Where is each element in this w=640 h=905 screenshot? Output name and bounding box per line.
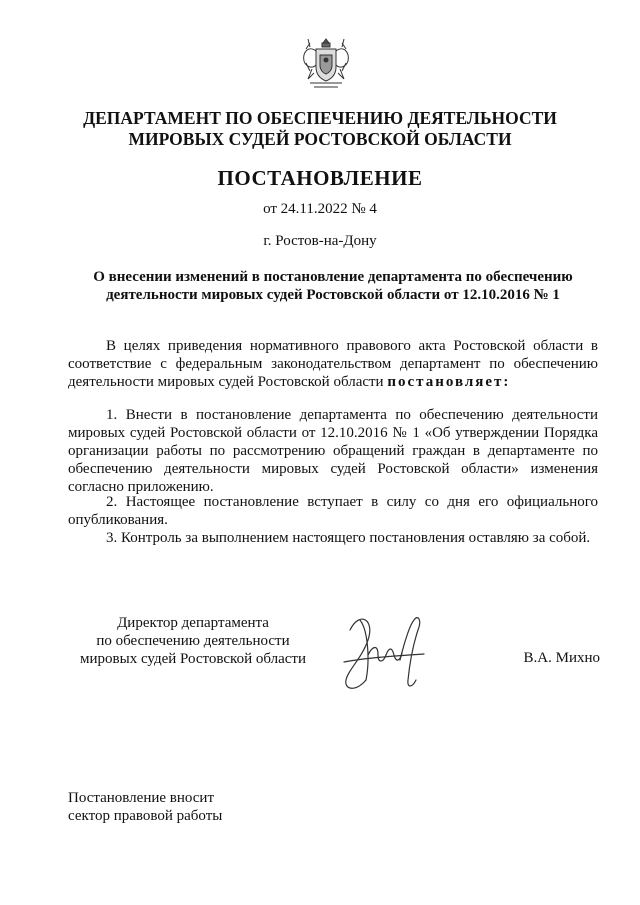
document-type: ПОСТАНОВЛЕНИЕ	[217, 166, 423, 190]
subject-line-1: О внесении изменений в постановление департамента по обеспечению	[93, 269, 573, 285]
document-subject	[68, 268, 598, 304]
handwritten-signature	[330, 600, 440, 700]
item-2-paragraph: 2. Настоящее постановление вступает в силу со дня его официального опубликования.	[68, 494, 598, 528]
subject-line-2: деятельности мировых судей Ростовской области от 12.10.2016 № 1	[106, 287, 560, 303]
department-name	[40, 108, 600, 150]
footer-line-2: сектор правовой работы	[68, 808, 223, 824]
preamble-text: В целях приведения нормативного правового акта Ростовской области в соответствие с федеральным законодательством департамент по обеспечению деятельности мировых судей Ростовской области	[68, 338, 598, 390]
department-line-1: ДЕПАРТАМЕНТ ПО ОБЕСПЕЧЕНИЮ ДЕЯТЕЛЬНОСТИ	[83, 108, 557, 128]
resolves-keyword: постановляет:	[387, 374, 511, 390]
signatory-title-line-3: мировых судей Ростовской области	[80, 651, 306, 667]
footer-note	[68, 789, 328, 825]
preamble-paragraph	[68, 337, 598, 391]
signatory-title-line-2: по обеспечению деятельности	[96, 633, 290, 649]
department-line-2: МИРОВЫХ СУДЕЙ РОСТОВСКОЙ ОБЛАСТИ	[128, 129, 512, 149]
signatory-title	[68, 614, 318, 668]
signatory-title-line-1: Директор департамента	[117, 615, 269, 631]
signatory-name: В.А. Михно	[523, 650, 600, 666]
document-date-number: от 24.11.2022 № 4	[263, 201, 377, 217]
item-1-paragraph: 1. Внести в постановление департамента по обеспечению деятельности мировых судей Ростовской области от 12.10.2016 № 1 «Об утверждении Порядка организации работы по рассмотрению обращений граждан в департаменте по обеспечению деятельности мировых судей Ростовской области» изменения согласно приложению.	[68, 407, 598, 495]
item-3-paragraph: 3. Контроль за выполнением настоящего постановления оставляю за собой.	[106, 530, 591, 546]
document-city: г. Ростов-на-Дону	[263, 233, 377, 249]
coat-of-arms-icon	[300, 33, 352, 93]
footer-line-1: Постановление вносит	[68, 790, 215, 806]
